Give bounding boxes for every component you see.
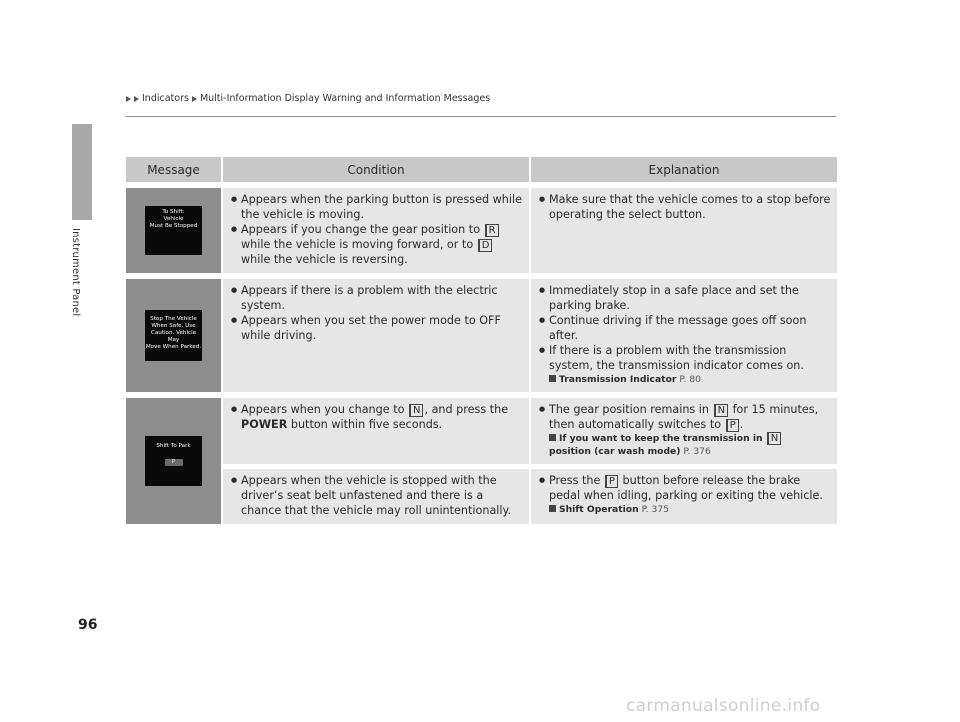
- message-image-cell: [126, 398, 222, 524]
- power-button-label: POWER: [241, 418, 288, 431]
- explanation-cell: [530, 398, 837, 464]
- list-item: ● Appears when the vehicle is stopped with the driver’s seat belt unfastened and there is a chance that the vehicle may roll unintentionally.: [229, 473, 525, 518]
- display-screen-image: [145, 436, 202, 486]
- header-divider: [126, 116, 836, 117]
- message-image-cell: [126, 279, 222, 392]
- breadcrumb: [126, 93, 490, 104]
- screen-text: Must Be Stopped: [149, 223, 198, 229]
- list-item: ● Appears if there is a problem with the electric system.: [229, 283, 525, 313]
- condition-cell: [222, 279, 530, 392]
- screen-text: Caution. Vehicle May: [150, 330, 197, 343]
- page-number: 96: [78, 617, 98, 633]
- column-header-condition: Condition: [222, 157, 530, 182]
- section-tab: [72, 124, 92, 220]
- park-indicator: P: [165, 459, 183, 466]
- list-item: ● Appears when you set the power mode to OFF while driving.: [229, 313, 525, 343]
- gear-key-r: R: [485, 224, 499, 237]
- table-row: [126, 398, 837, 464]
- breadcrumb-item-indicators[interactable]: Indicators: [142, 93, 189, 104]
- breadcrumb-arrow-icon: [192, 96, 197, 102]
- gear-key-d: D: [478, 239, 493, 252]
- column-header-explanation: Explanation: [530, 157, 837, 182]
- gear-key-p: P: [605, 475, 618, 488]
- list-item: ● Appears when the parking button is pressed while the vehicle is moving.: [229, 192, 525, 222]
- cross-reference-link[interactable]: Shift Operation P. 375: [549, 503, 831, 516]
- cross-reference-link[interactable]: Transmission Indicator P. 80: [549, 373, 831, 386]
- screen-text: Move When Parked.: [145, 344, 202, 350]
- screen-text: Vehicle: [163, 216, 184, 222]
- list-item: ● If there is a problem with the transmission system, the transmission indicator comes on.: [537, 343, 831, 373]
- explanation-cell: [530, 279, 837, 392]
- table-row: [126, 188, 837, 273]
- display-screen-image: [145, 310, 202, 361]
- section-label: Instrument Panel: [70, 228, 81, 317]
- screen-text: Shift To Park: [156, 443, 191, 449]
- gear-key-n: N: [714, 404, 728, 417]
- list-item: ● Continue driving if the message goes off soon after.: [537, 313, 831, 343]
- condition-cell: [222, 188, 530, 273]
- column-header-message: Message: [126, 157, 222, 182]
- gear-key-p: P: [726, 419, 739, 432]
- list-item: ● The gear position remains in N for 15 minutes, then automatically switches to P .: [537, 402, 831, 432]
- screen-text: To Shift:: [162, 209, 185, 215]
- list-item: ● Appears when you change to N , and press the POWER button within five seconds.: [229, 402, 525, 432]
- reference-icon: [549, 434, 556, 441]
- reference-icon: [549, 375, 556, 382]
- condition-cell: [222, 398, 530, 464]
- list-item: ● Appears if you change the gear position to R while the vehicle is moving forward, or to D while the vehicle is reversing.: [229, 222, 525, 267]
- table-row: [126, 469, 837, 524]
- reference-icon: [549, 505, 556, 512]
- explanation-cell: [530, 188, 837, 273]
- watermark: carmanualsonline.info: [626, 696, 821, 716]
- screen-text: When Safe. Use: [151, 323, 196, 329]
- breadcrumb-arrow-icon: [126, 96, 131, 102]
- list-item: ● Press the P button before release the brake pedal when idling, parking or exiting the vehicle.: [537, 473, 831, 503]
- breadcrumb-item-current: Multi-Information Display Warning and Information Messages: [199, 93, 491, 104]
- messages-table: [126, 157, 838, 524]
- screen-text: Stop The Vehicle: [150, 316, 197, 322]
- gear-key-n: N: [409, 404, 423, 417]
- explanation-cell: [530, 469, 837, 524]
- table-row: [126, 279, 837, 392]
- gear-key-n: N: [767, 432, 781, 445]
- breadcrumb-arrow-icon: [134, 96, 139, 102]
- condition-cell: [222, 469, 530, 524]
- display-screen-image: [145, 206, 202, 255]
- list-item: ● Make sure that the vehicle comes to a stop before operating the select button.: [537, 192, 831, 222]
- message-image-cell: [126, 188, 222, 273]
- cross-reference-link[interactable]: If you want to keep the transmission in N position (car wash mode) P. 376: [549, 432, 831, 458]
- list-item: ● Immediately stop in a safe place and set the parking brake.: [537, 283, 831, 313]
